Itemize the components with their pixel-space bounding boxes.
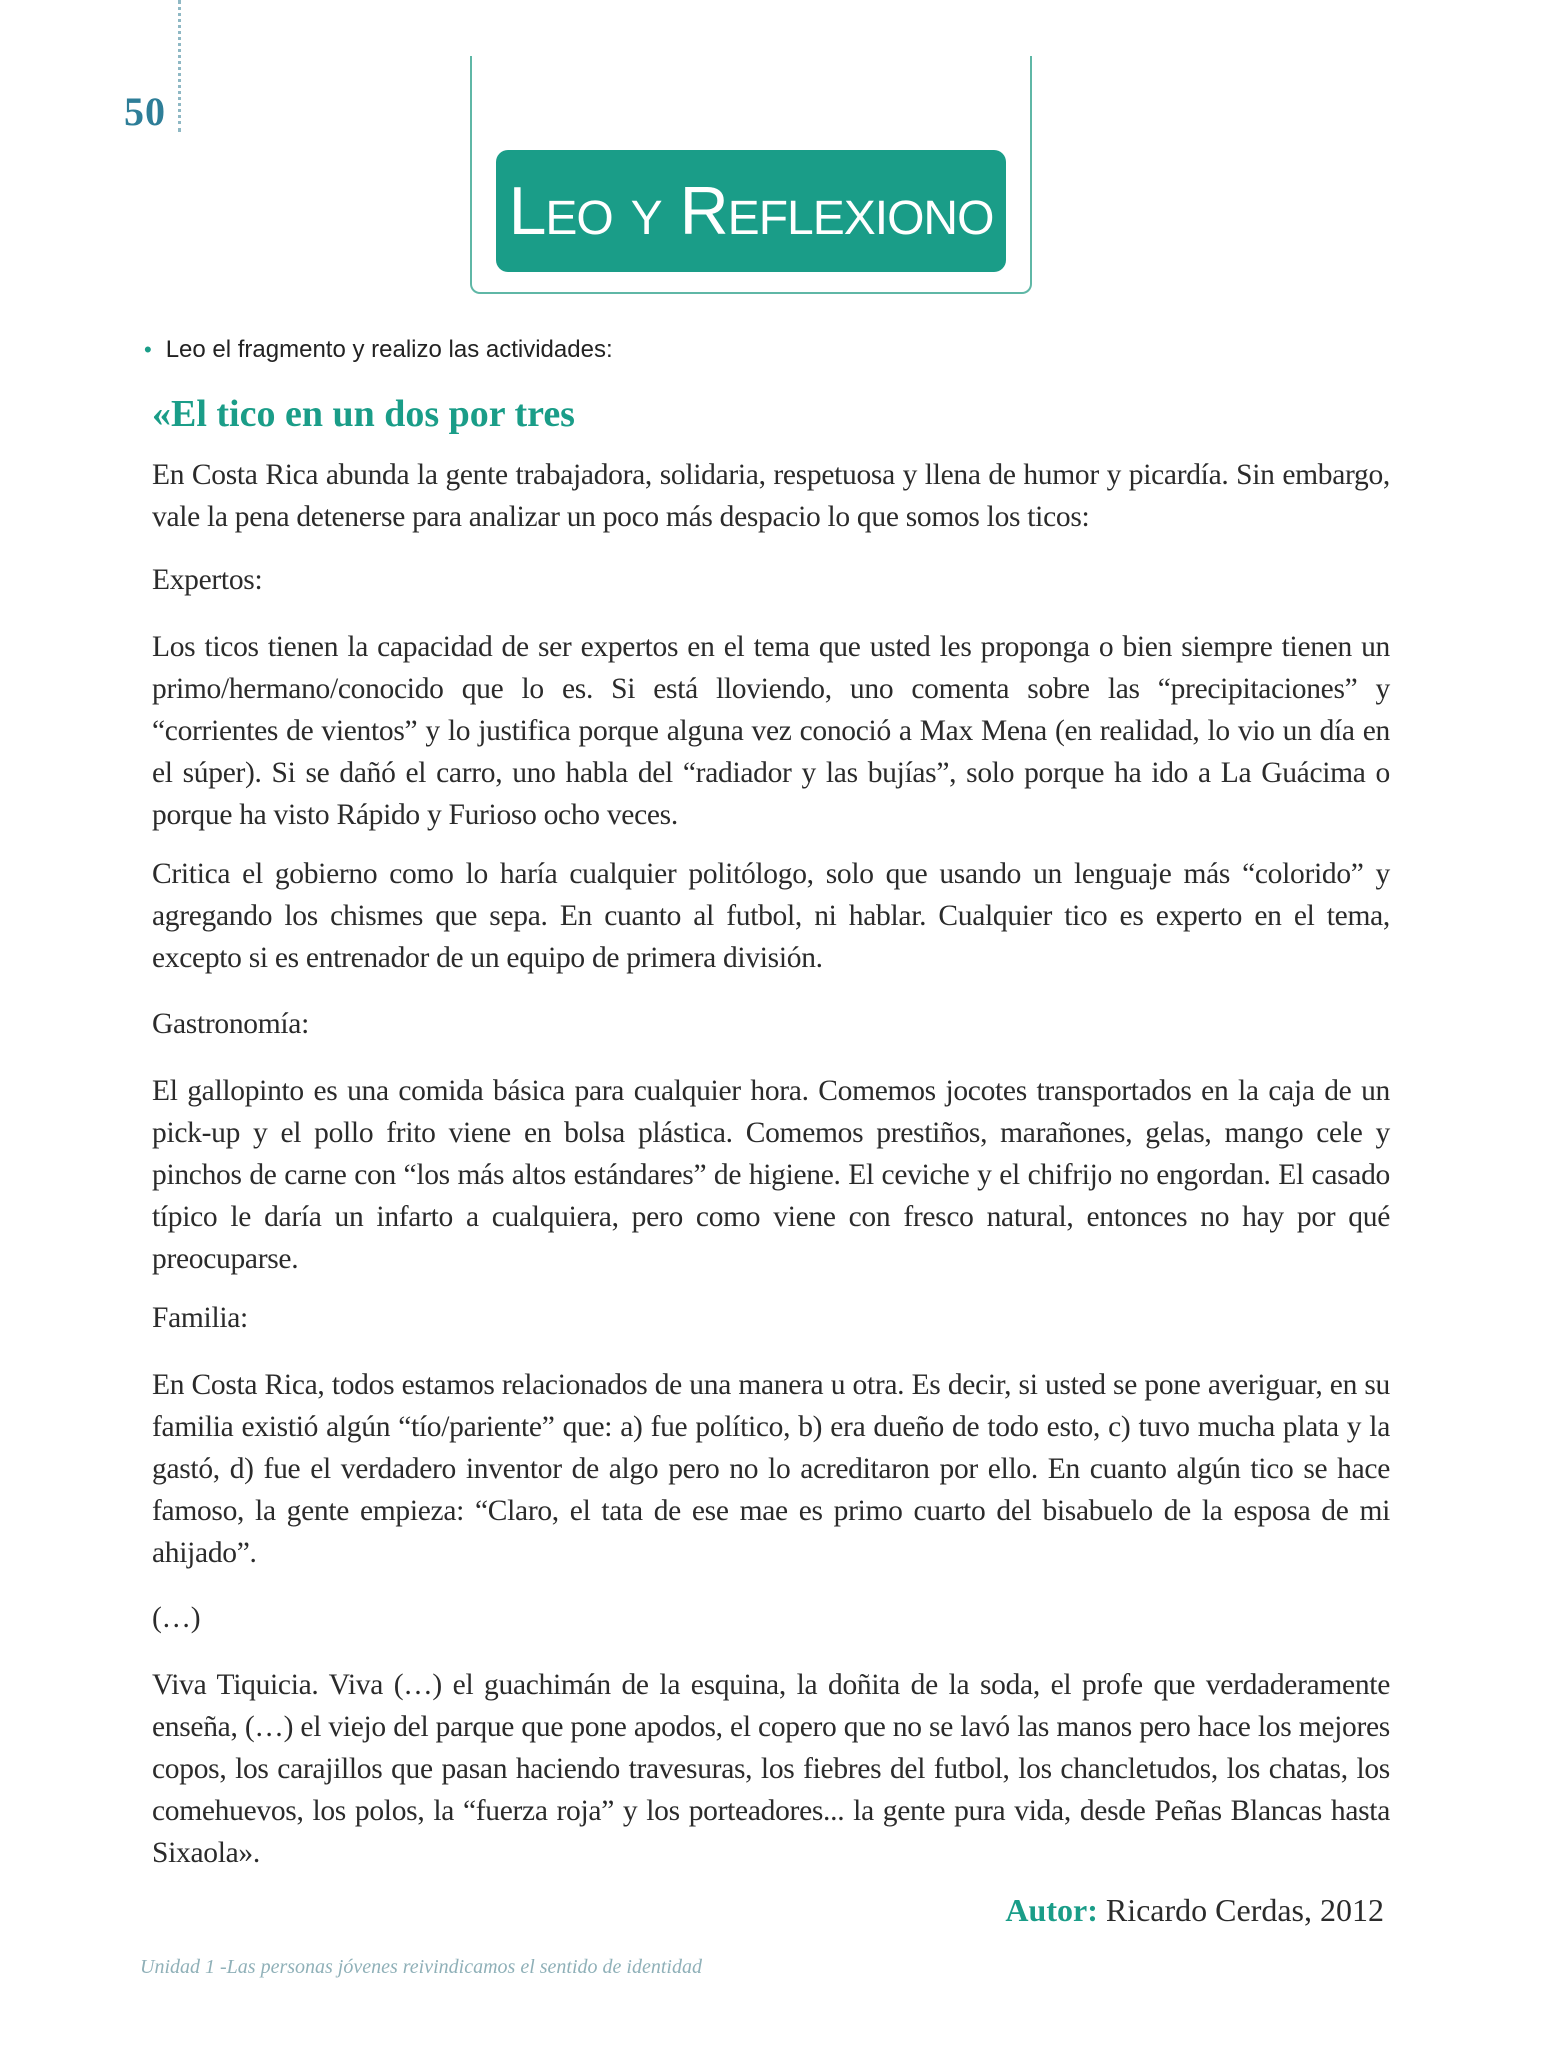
page-footer: Unidad 1 -Las personas jóvenes reivindicamos el sentido de identidad — [140, 1956, 702, 1978]
paragraph-expertos-1: Los ticos tienen la capacidad de ser expertos en el tema que usted les proponga o bien siempre tienen un primo/hermano/conocido que lo es. Si está lloviendo, uno comenta sobre las “precipitaciones” y “corrientes de vientos” y lo justifica porque alguna vez conoció a Max Mena (en realidad, lo vio un día en el súper). Si se dañó el carro, uno habla del “radiador y las bujías”, solo porque ha ido a La Guácima o porque ha visto Rápido y Furioso ocho veces. — [152, 631, 1390, 831]
paragraph-intro: En Costa Rica abunda la gente trabajadora, solidaria, respetuosa y llena de humor y picardía. Sin embargo, vale la pena detenerse para analizar un poco más despacio lo que somos los ticos: — [152, 459, 1390, 533]
ellipsis: (…) — [152, 1602, 201, 1634]
paragraph-gastronomia: El gallopinto es una comida básica para cualquier hora. Comemos jocotes transportados en la caja de un pick-up y el pollo frito viene en bolsa plástica. Comemos prestiños, marañones, gelas, mango cele y pinchos de carne con “los más altos estándares” de higiene. El ceviche y el chifrijo no engordan. El casado típico le daría un infarto a cualquiera, pero como viene con fresco natural, entonces no hay por qué preocuparse. — [152, 1075, 1390, 1275]
author-label: Autor: — [1005, 1892, 1098, 1928]
excerpt-title: «El tico en un dos por tres — [152, 393, 575, 435]
subheading-gastronomia: Gastronomía: — [152, 1008, 309, 1040]
subheading-familia: Familia: — [152, 1302, 248, 1334]
section-title-banner — [496, 150, 1006, 272]
bullet-icon: • — [144, 337, 152, 362]
subheading-expertos: Expertos: — [152, 564, 263, 596]
author-credit — [1005, 1892, 1384, 1929]
instruction-line — [144, 336, 613, 364]
page-number: 50 — [124, 89, 166, 134]
instruction-text: Leo el fragmento y realizo las actividades: — [165, 336, 613, 363]
paragraph-closing: Viva Tiquicia. Viva (…) el guachimán de la esquina, la doñita de la soda, el profe que verdaderamente enseña, (…) el viejo del parque que pone apodos, el copero que no se lavó las manos pero hace los mejores copos, los carajillos que pasan haciendo travesuras, los fiebres del futbol, los chancletudos, los chatas, los comehuevos, los polos, la “fuerza roja” y los porteadores... la gente pura vida, desde Peñas Blancas hasta Sixaola». — [152, 1669, 1390, 1869]
paragraph-expertos-2: Critica el gobierno como lo haría cualquier politólogo, solo que usando un lenguaje más “colorido” y agregando los chismes que sepa. En cuanto al futbol, ni hablar. Cualquier tico es experto en el tema, excepto si es entrenador de un equipo de primera división. — [152, 858, 1390, 974]
author-name: Ricardo Cerdas, 2012 — [1105, 1892, 1384, 1928]
paragraph-familia: En Costa Rica, todos estamos relacionados de una manera u otra. Es decir, si usted se pone averiguar, en su familia existió algún “tío/pariente” que: a) fue político, b) era dueño de todo esto, c) tuvo mucha plata y la gastó, d) fue el verdadero inventor de algo pero no lo acreditaron por ello. En cuanto algún tico se hace famoso, la gente empieza: “Claro, el tata de ese mae es primo cuarto del bisabuelo de la esposa de mi ahijado”. — [152, 1369, 1390, 1569]
section-title: Leo y Reflexiono — [508, 173, 994, 249]
margin-dotted-rule — [178, 0, 181, 132]
